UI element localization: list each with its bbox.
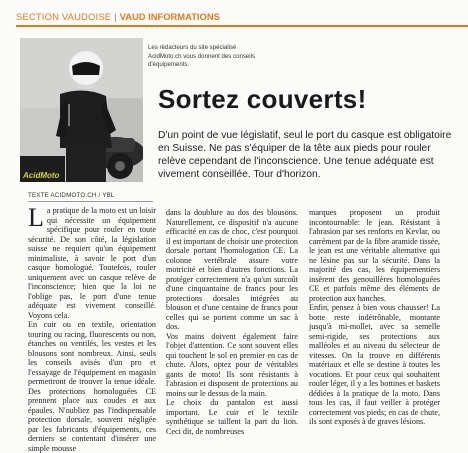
body-column-3 xyxy=(309,208,440,427)
body-paragraph: En cuir ou en textile, orientation touring ou racing, fluorescents ou non, étanches ou ventilés, les vestes et les blousons sont nombreux. Ainsi, seuls les conseils avisés d'un pro et l'essayage de l'équipement en magasin permettront de trouver la tenue idéale. Des protections homologuées CE prennent place aux coudes et aux épaules. N'oubliez pas l'indispensable protection dorsale, souvent négligée par les fabricants d'équipements, ces derniers se contentant d'insérer une simple mousse xyxy=(28,320,156,453)
body-paragraph: Enfin, pensez à bien vous chausser! La botte reste indétrônable, montante jusqu'à mi-mollet, avec sa semelle semi-rigide, ses protections aux malléoles et au niveau du sélecteur de vitesses. On la trouve en différents matériaux et elle se destine à toutes les vocations. Et pour ceux qui souhaitent rouler léger, il y a les bottines et baskets dédiées à la pratique de la moto. Dans tous les cas, il faut veiller à protéger correctement vos pieds; en cas de chute, ils sont exposés à de graves lésions. xyxy=(309,303,440,426)
body-column-1 xyxy=(28,203,156,453)
body-paragraph xyxy=(28,203,156,320)
section-header xyxy=(16,10,220,24)
body-paragraph: Le choix du pantalon est aussi important. Le cuir et le textile synthétique se taillent la part du lion. Ceci dit, de nombreuses xyxy=(166,398,298,436)
drop-cap: L xyxy=(28,203,44,232)
header-rule xyxy=(16,25,468,27)
article-title: Sortez couverts! xyxy=(158,84,367,114)
photo-caption: Les rédacteurs du site spécialisé AcidMoto.ch vous donnent des conseils d'équipements. xyxy=(148,44,256,68)
body-paragraph: dans la doublure au dos des blousons. Naturellement, ce dispositif n'a aucune efficacité en cas de choc, c'est pourquoi il est important de choisir une protection dorsale portant l'homologation CE. La colonne vertébrale assure votre motricité et bien d'autres fonctions. La protéger correctement n'a qu'un surcoût d'une cinquantaine de francs pour les protections dorsales intégrées au blouson et d'une centaine de francs pour celles qui se portent comme un sac à dos. xyxy=(166,208,298,331)
article-lead: D'un point de vue législatif, seul le port du casque est obligatoire en Suisse. Ne pas s'équiper de la tête aux pieds pour rouler relève cependant de l'inconscience. Une tenue adéquate est vivement conseillée. Tour d'horizon. xyxy=(158,130,452,180)
credit-rule xyxy=(28,201,153,202)
acidmoto-logo: AcidMoto xyxy=(23,171,60,180)
paragraph-text: a pratique de la moto est un loisir qui nécessite un équipement spécifique pour rouler en toute sécurité. De son côté, la législation suisse ne requiert qu'un équipement minimaliste, à savoir le port d'un casque homologué. Toutefois, rouler uniquement avec un casque relève de l'inconscience; bien que la loi ne l'oblige pas, le port d'une tenue adéquate est vivement conseillé. Voyons cela. xyxy=(28,206,156,320)
article-credit: TEXTE ACIDMOTO.CH / YBL xyxy=(28,192,115,199)
body-paragraph: Vos mains doivent également faire l'objet d'attention. Ce sont souvent elles qui touchent le sol en premier en cas de chute. Alors, optez pour de véritables gants de moto! Ils sont résistants à l'abrasion et disposent de protections au moins sur le dessus de la main. xyxy=(166,331,298,398)
header-separator: | xyxy=(114,11,117,22)
rider-photo xyxy=(20,38,143,182)
body-paragraph: marques proposent un produit incontournable: le jean. Résistant à l'abrasion par ses renforts en Kevlar, ou carrément par de la fibre aramide tissée, le jean est une véritable alternative qui ne lésine pas sur la sécurité. Dans la majorité des cas, les équipementiers insèrent des genouillères homologuées CE et parfois même des éléments de protection aux hanches. xyxy=(309,208,440,303)
section-name: SECTION VAUDOISE xyxy=(16,11,112,22)
body-column-2 xyxy=(166,208,298,436)
category-name: VAUD INFORMATIONS xyxy=(119,11,220,22)
